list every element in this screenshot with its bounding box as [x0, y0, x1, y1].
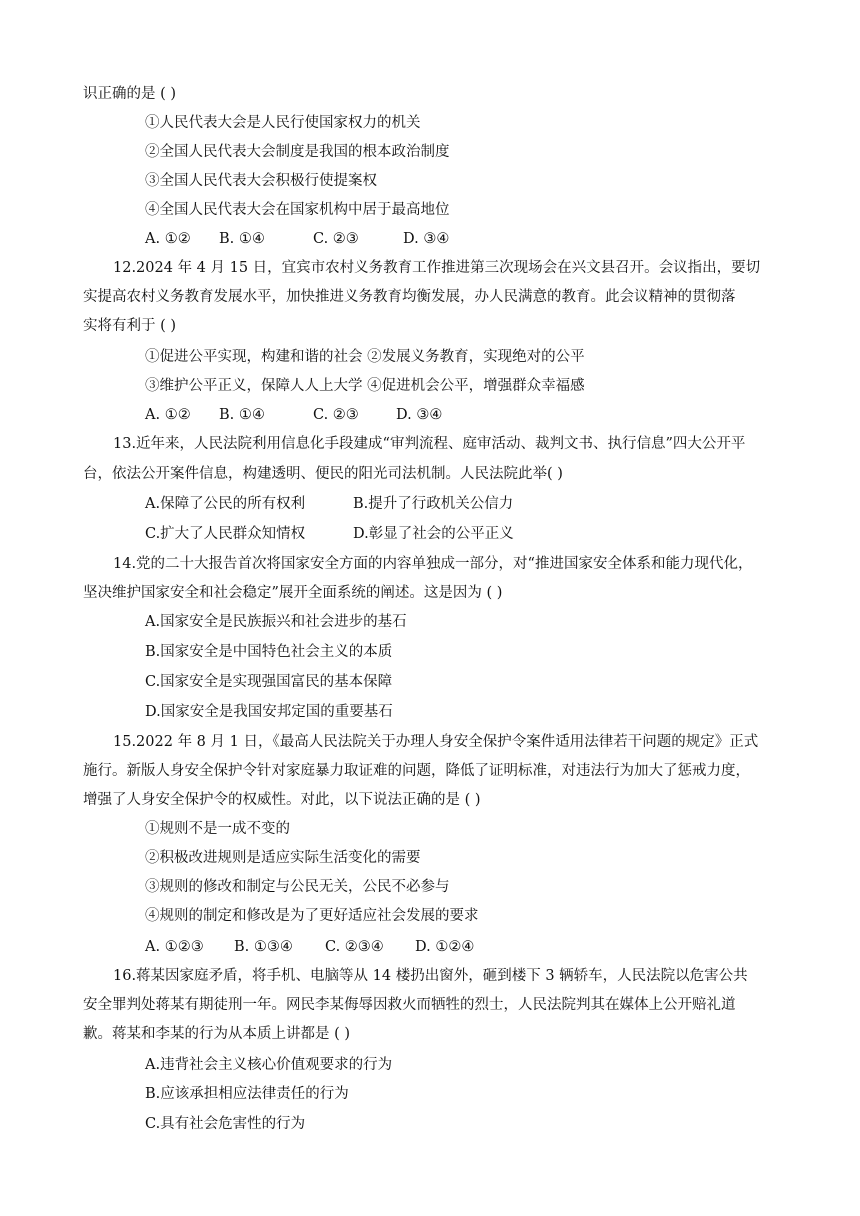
q15-choices	[145, 937, 505, 957]
q15-choice-c: C. ②③④	[325, 939, 384, 955]
q11-statement-3: ③全国人民代表大会积极行使提案权	[145, 173, 377, 189]
q13-stem-line-1: 13.近年来，人民法院利用信息化手段建成“审判流程、庭审活动、裁判文书、执行信息”四大公开平	[113, 436, 746, 452]
q13-choice-a: A.保障了公民的所有权利	[145, 496, 306, 512]
q16-choice-b: B.应该承担相应法律责任的行为	[145, 1086, 349, 1102]
q12-choice-c: C. ②③	[313, 407, 359, 423]
q15-stem-line-2: 施行。新版人身安全保护令针对家庭暴力取证难的问题，降低了证明标准，对违法行为加大了惩戒力度，	[83, 763, 750, 779]
q11-choice-d: D. ③④	[403, 231, 450, 247]
q16-choice-a: A.违背社会主义核心价值观要求的行为	[145, 1057, 393, 1073]
q14-choice-b: B.国家安全是中国特色社会主义的本质	[145, 644, 393, 660]
q12-stem-line-3: 实将有利于 ( )	[83, 318, 177, 334]
q14-choice-c: C.国家安全是实现强国富民的基本保障	[145, 674, 393, 690]
q15-statement-3: ③规则的修改和制定与公民无关，公民不必参与	[145, 879, 450, 895]
q11-statement-4: ④全国人民代表大会在国家机构中居于最高地位	[145, 202, 450, 218]
q12-choice-b: B. ①④	[219, 407, 265, 423]
q15-statement-2: ②积极改进规则是适应实际生活变化的需要	[145, 850, 421, 866]
q15-stem-line-3: 增强了人身安全保护令的权威性。对此，以下说法正确的是 ( )	[83, 792, 481, 808]
q15-choice-a: A. ①②③	[145, 939, 204, 955]
q13-stem-line-2: 台，依法公开案件信息，构建透明、便民的阳光司法机制。人民法院此举( )	[83, 466, 563, 482]
q15-statement-1: ①规则不是一成不变的	[145, 821, 290, 837]
q16-stem-line-2: 安全罪判处蒋某有期徒刑一年。网民李某侮辱因救火而牺牲的烈士，人民法院判其在媒体上公开赔礼道	[83, 997, 736, 1013]
q14-stem-line-2: 坚决维护国家安全和社会稳定”展开全面系统的阐述。这是因为 ( )	[83, 585, 503, 601]
q11-statement-2: ②全国人民代表大会制度是我国的根本政治制度	[145, 144, 450, 160]
q13-choices-ab	[145, 494, 565, 514]
q12-choice-a: A. ①②	[145, 407, 191, 423]
q16-choice-c: C.具有社会危害性的行为	[145, 1116, 306, 1132]
q11-stem-end: 识正确的是 ( )	[83, 86, 177, 102]
q12-choice-d: D. ③④	[396, 407, 443, 423]
q12-stem-line-2: 实提高农村义务教育发展水平，加快推进义务教育均衡发展，办人民满意的教育。此会议精神的贯彻落	[83, 289, 736, 305]
q15-stem-line-1: 15.2022 年 8 月 1 日，《最高人民法院关于办理人身安全保护令案件适用法律若干问题的规定》正式	[113, 734, 759, 750]
q13-choice-c: C.扩大了人民群众知情权	[145, 526, 306, 542]
q15-choice-b: B. ①③④	[234, 939, 293, 955]
q12-choices	[145, 405, 465, 425]
q11-statement-1: ①人民代表大会是人民行使国家权力的机关	[145, 115, 421, 131]
q16-stem-line-3: 歉。蒋某和李某的行为从本质上讲都是 ( )	[83, 1026, 351, 1042]
q11-choices	[145, 229, 465, 249]
q13-choice-d: D.彰显了社会的公平正义	[353, 526, 514, 542]
q11-choice-a: A. ①②	[145, 231, 191, 247]
q14-stem-line-1: 14.党的二十大报告首次将国家安全方面的内容单独成一部分，对“推进国家安全体系和能力现代化，	[113, 556, 753, 572]
q12-stem-line-1: 12.2024 年 4 月 15 日，宜宾市农村义务教育工作推进第三次现场会在兴文县召开。会议指出，要切	[113, 260, 761, 276]
q12-statements-3-4: ③维护公平正义，保障人人上大学 ④促进机会公平，增强群众幸福感	[145, 378, 585, 394]
q15-choice-d: D. ①②④	[415, 939, 475, 955]
q15-statement-4: ④规则的制定和修改是为了更好适应社会发展的要求	[145, 908, 479, 924]
q13-choices-cd	[145, 524, 565, 544]
q14-choice-a: A.国家安全是民族振兴和社会进步的基石	[145, 614, 407, 630]
q14-choice-d: D.国家安全是我国安邦定国的重要基石	[145, 704, 393, 720]
q12-statements-1-2: ①促进公平实现，构建和谐的社会 ②发展义务教育，实现绝对的公平	[145, 349, 585, 365]
q11-choice-b: B. ①④	[219, 231, 265, 247]
q11-choice-c: C. ②③	[313, 231, 359, 247]
q13-choice-b: B.提升了行政机关公信力	[353, 496, 514, 512]
q16-stem-line-1: 16.蒋某因家庭矛盾，将手机、电脑等从 14 楼扔出窗外，砸到楼下 3 辆轿车，人民法院以危害公共	[113, 968, 748, 984]
